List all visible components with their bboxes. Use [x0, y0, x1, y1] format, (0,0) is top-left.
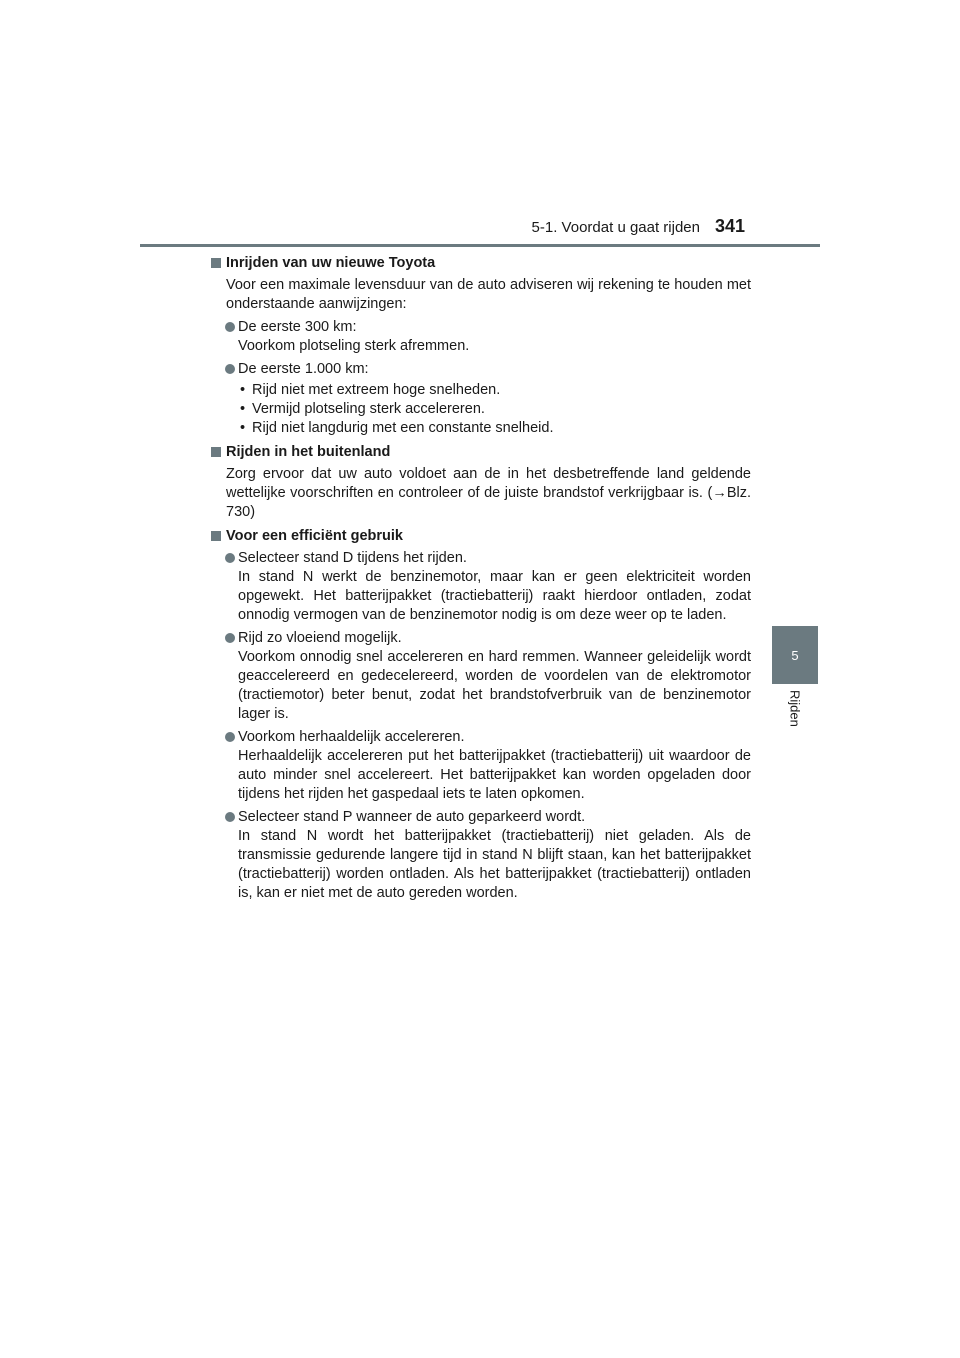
chapter-tab-number: 5 — [791, 647, 799, 663]
sub-list-item: • Vermijd plotseling sterk accelereren. — [240, 401, 485, 417]
chapter-tab-label-text: Rijden — [787, 690, 803, 727]
circle-bullet-icon — [225, 364, 235, 374]
list-item — [211, 728, 751, 804]
sub-bullet-marker: • — [240, 382, 246, 398]
circle-bullet-icon — [225, 732, 235, 742]
circle-bullet-icon — [225, 633, 235, 643]
list-item-title: Selecteer stand P wanneer de auto geparkeerd wordt. — [238, 809, 586, 825]
section-heading-text: Inrijden van uw nieuwe Toyota — [226, 255, 436, 271]
list-item-title: De eerste 300 km: — [238, 319, 357, 335]
list-item — [211, 549, 751, 625]
list-item-text: In stand N werkt de benzinemotor, maar kan er geen elektriciteit worden opgewekt. Het batterijpakket (tractiebatterij) raakt hierdoor ontladen, zodat onnodig vermogen van de benzinemotor nodig is om deze weer op te laden. — [238, 569, 751, 623]
list-item-title: Voorkom herhaaldelijk accelereren. — [238, 729, 465, 745]
section-heading-text: Voor een efficiënt gebruik — [226, 528, 403, 544]
square-bullet-icon — [211, 447, 221, 457]
square-bullet-icon — [211, 258, 221, 268]
list-item — [211, 360, 751, 379]
section-heading — [211, 254, 751, 273]
section-heading — [211, 443, 751, 462]
sub-bullet-marker: • — [240, 420, 246, 436]
page-header — [140, 0, 820, 248]
list-item-title: Selecteer stand D tijdens het rijden. — [238, 550, 467, 566]
circle-bullet-icon — [225, 553, 235, 563]
section-intro: Zorg ervoor dat uw auto voldoet aan de in het desbetreffende land geldende wettelijke voorschriften en controleer of de juiste brandstof verkrijgbaar is. (→Blz. 730) — [226, 466, 751, 520]
chapter-tab-label — [772, 690, 818, 740]
section-efficient-use — [211, 527, 751, 903]
page-content — [211, 254, 751, 908]
list-item-title: De eerste 1.000 km: — [238, 361, 369, 377]
sub-list-item: • Rijd niet langdurig met een constante snelheid. — [240, 420, 554, 436]
list-item-text: Voorkom plotseling sterk afremmen. — [238, 338, 470, 354]
sub-list — [211, 381, 751, 438]
sub-list-item: • Rijd niet met extreem hoge snelheden. — [240, 382, 501, 398]
list-item — [211, 629, 751, 724]
list-item-text: Herhaaldelijk accelereren put het batterijpakket (tractiebatterij) uit waardoor de auto minder snel accelereert. Het batterijpakket kan worden opgeladen door tijdens het rijden het gaspedaal iets te laten opkomen. — [238, 748, 751, 802]
list-item-text: In stand N wordt het batterijpakket (tractiebatterij) niet geladen. Als de transmissie gedurende langere tijd in stand N blijft staan, kan het batterijpakket (tractiebatterij) worden ontladen. Als het batterijpakket (tractiebatterij) ontladen is, kan er niet met de auto gereden worden. — [238, 828, 751, 901]
list-item — [211, 808, 751, 903]
square-bullet-icon — [211, 531, 221, 541]
chapter-tab[interactable] — [772, 626, 818, 684]
header-divider — [140, 244, 820, 247]
section-heading — [211, 527, 751, 546]
page-number: 341 — [714, 216, 745, 236]
section-break-in — [211, 254, 751, 438]
section-abroad — [211, 443, 751, 522]
circle-bullet-icon — [225, 812, 235, 822]
list-item — [211, 318, 751, 356]
section-heading-text: Rijden in het buitenland — [226, 444, 391, 460]
chapter-title: 5-1. Voordat u gaat rijden — [531, 219, 700, 236]
list-item-text: Voorkom onnodig snel accelereren en hard remmen. Wanneer geleidelijk wordt geaccelereerd en gedecelereerd, worden de voordelen van de elektromotor (tractiemotor) beter benut, zodat het brandstofverbruik van de benzinemotor lager is. — [238, 649, 751, 722]
list-item-title: Rijd zo vloeiend mogelijk. — [238, 630, 402, 646]
sub-bullet-marker: • — [240, 401, 246, 417]
circle-bullet-icon — [225, 322, 235, 332]
section-intro: Voor een maximale levensduur van de auto adviseren wij rekening te houden met onderstaande aanwijzingen: — [226, 277, 751, 312]
